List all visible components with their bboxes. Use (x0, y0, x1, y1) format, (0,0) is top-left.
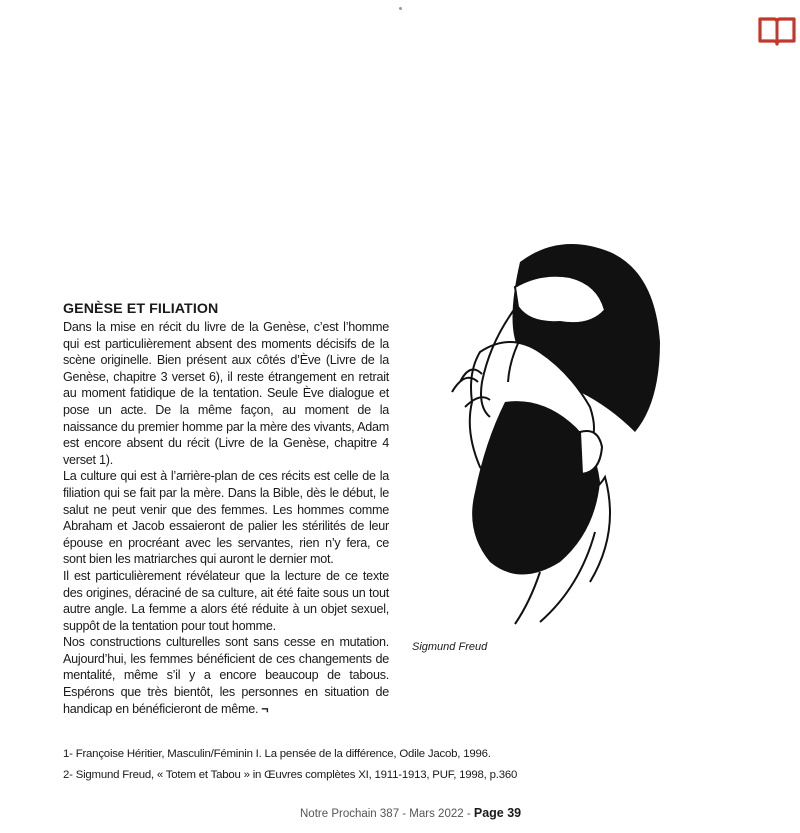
footnote: 1- Françoise Héritier, Masculin/Féminin I. La pensée de la différence, Odile Jacob, 1996. (63, 748, 491, 760)
paragraph: La culture qui est à l’arrière-plan de ces récits est celle de la filiation qui se fait par la mère. Dans la Bible, dès le début, le salut ne peut venir que des femmes. Les hommes comme Abraham et Jacob essaieront de palier les stérilités de leur épouse en procréant avec les servantes, rien n’y fera, ce sont bien les matriarches qui auront le dernier mot. (63, 469, 389, 567)
figure-caption: Sigmund Freud (412, 641, 488, 653)
ear-shape (580, 431, 602, 474)
book-open-icon (757, 14, 797, 46)
paragraph-text: Nos constructions culturelles sont sans cesse en mutation. Aujourd’hui, les femmes bénéficient de ces changements de mentalité, même s’il y a encore beaucoup de tabous. Espérons que très bientôt, les personnes en situation de handicap en bénéficieront de même. (63, 635, 389, 716)
print-speck (399, 7, 402, 10)
page-footer (300, 806, 521, 820)
paragraph: Dans la mise en récit du livre de la Genèse, c’est l’homme qui est particulièrement absent des moments décisifs de la scène originelle. Bien présent aux côtés d’Ève (Livre de la Genèse, chapitre 3 verset 6), il reste étrangement en retrait au moment fatidique de la tentation. Seule Ève dialogue et pose un acte. De la même façon, au moment de la naissance du premier homme par la mère des vivants, Adam est encore absent du récit (Livre de la Genèse, chapitre 4 verset 1). (63, 320, 389, 467)
article (63, 300, 389, 717)
page-number: Page 39 (473, 806, 522, 820)
end-of-article-mark: ¬ (261, 701, 269, 716)
footnotes (63, 744, 763, 786)
paragraph-last (63, 634, 389, 717)
footnote: 2- Sigmund Freud, « Totem et Tabou » in Œuvres complètes XI, 1911-1913, PUF, 1998, p.360 (63, 769, 518, 781)
paragraph: Il est particulièrement révélateur que la lecture de ce texte des origines, déraciné de sa culture, ait été faite sous un tout autre angle. La femme a alors été réduite à un objet sexuel, suppôt de la tentation pour tout homme. (63, 568, 389, 633)
article-heading: GENÈSE ET FILIATION (63, 301, 219, 317)
freud-illustration (420, 232, 660, 627)
publication-info: Notre Prochain 387 - Mars 2022 - (300, 808, 474, 820)
